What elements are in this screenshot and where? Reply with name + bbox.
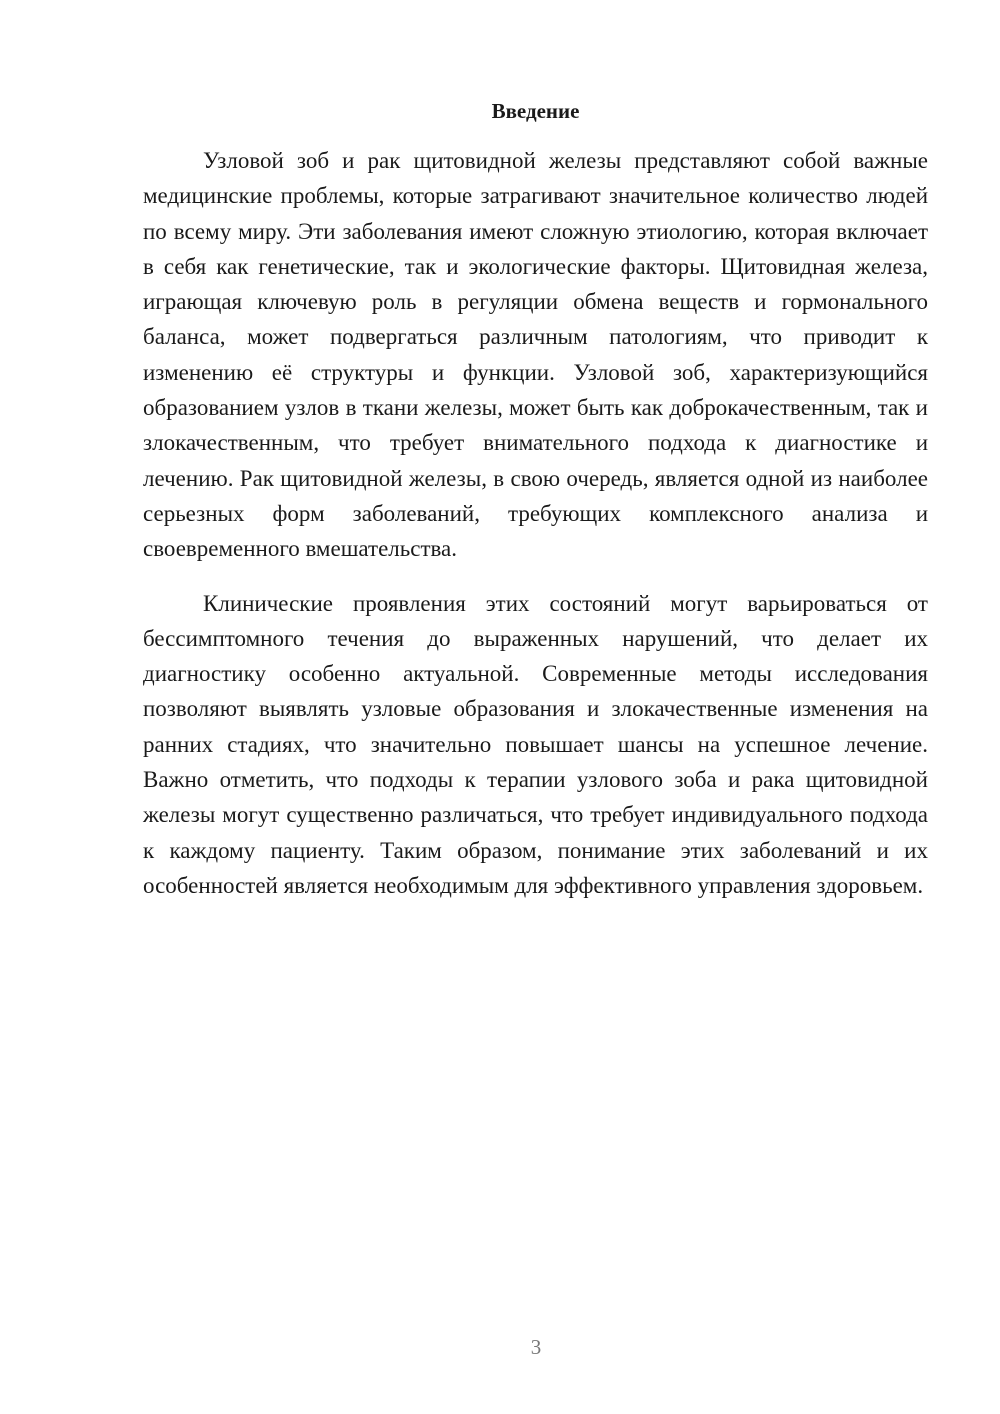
- paragraph-2: Клинические проявления этих состояний могут варьироваться от бессимптомного течения до выраженных нарушений, что делает их диагностику особенно актуальной. Современные методы исследования позволяют выявлять узловые образования и злокачественные изменения на ранних стадиях, что значительно повышает шансы на успешное лечение. Важно отметить, что подходы к терапии узлового зоба и рака щитовидной железы могут существенно различаться, что требует индивидуального подхода к каждому пациенту. Таким образом, понимание этих заболеваний и их особенностей является необходимым для эффективного управления здоровьем.: [143, 590, 928, 898]
- section-heading: Введение: [491, 99, 580, 123]
- page-number: 3: [530, 1335, 542, 1359]
- paragraph-1: Узловой зоб и рак щитовидной железы представляют собой важные медицинские проблемы, которые затрагивают значительное количество людей по всему миру. Эти заболевания имеют сложную этиологию, которая включает в себя как генетические, так и экологические факторы. Щитовидная железа, играющая ключевую роль в регуляции обмена веществ и гормонального баланса, может подвергаться различным патологиям, что приводит к изменению её структуры и функции. Узловой зоб, характеризующийся образованием узлов в ткани железы, может быть как доброкачественным, так и злокачественным, что требует внимательного подхода к диагностике и лечению. Рак щитовидной железы, в свою очередь, является одной из наиболее серьезных форм заболеваний, требующих комплексного анализа и своевременного вмешательства.: [143, 148, 928, 562]
- body-text: [143, 143, 928, 903]
